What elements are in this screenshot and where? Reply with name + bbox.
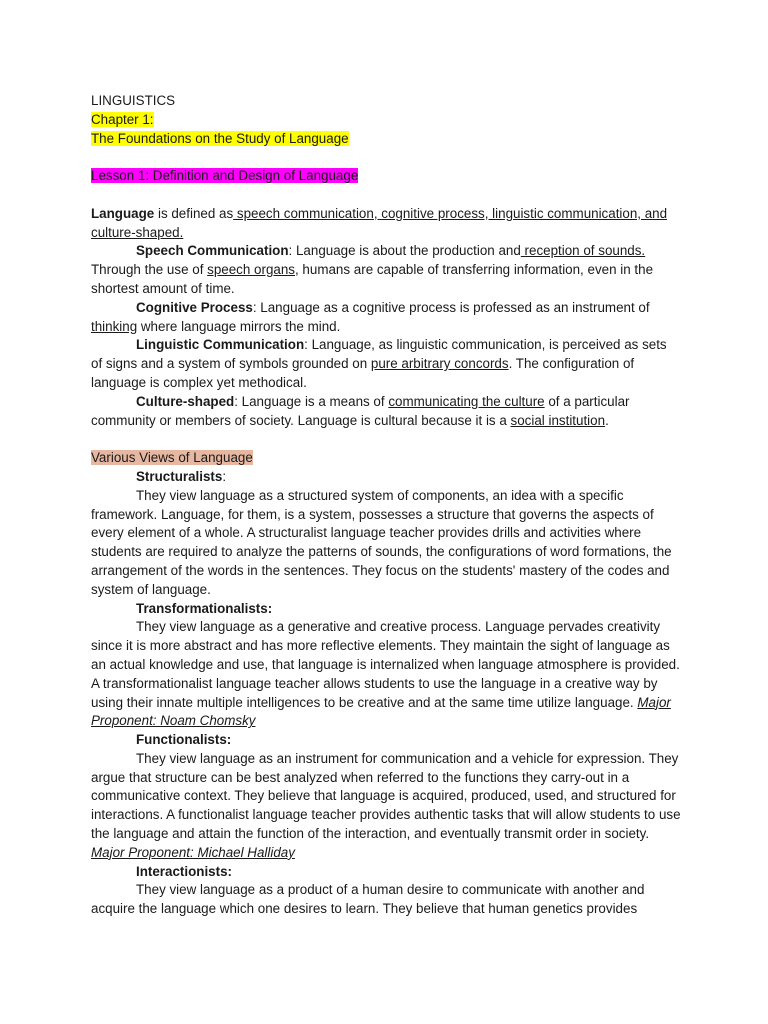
aspect-linguistic-communication: Linguistic Communication: Language, as linguistic communication, is perceived as sets of signs and a system of symbols grounded on pure arbitrary concords. The configuration of language is complex yet methodical. [91, 337, 667, 390]
lesson-title: Lesson 1: Definition and Design of Language [91, 168, 359, 184]
subject-heading: LINGUISTICS [91, 93, 176, 108]
view-structuralists-text: They view language as a structured system of components, an idea with a specific framework. Language, for them, is a system, possesses a structure that governs the aspects of every element of a whole. A structuralist language teacher provides drills and activities where students are required to analyze the patterns of sounds, the configurations of word formations, the arrangement of the words in the sentences. They focus on the students' mastery of the codes and system of language. [91, 487, 672, 597]
aspect-cognitive-process: Cognitive Process: Language as a cognitive process is professed as an instrument of thinking where language mirrors the mind. [91, 299, 650, 334]
chapter-title: The Foundations on the Study of Language [91, 130, 349, 146]
view-functionalists-text: They view language as an instrument for communication and a vehicle for expression. They argue that structure can be best analyzed when referred to the functions they carry-out in a communicative context. They believe that language is acquired, produced, used, and structured for interactions. A functionalist language teacher provides authentic tasks that will allow students to use the language and attain the function of the interaction, and eventually transmit order in society. Major Proponent: Michael Halliday [91, 750, 681, 860]
aspect-speech-communication: Speech Communication: Language is about the production and reception of sounds. Through the use of speech organs, humans are capable of transferring information, even in the shortest amount of time. [91, 243, 654, 296]
document-body [91, 92, 681, 919]
view-transformationalists-heading: Transformationalists: [136, 600, 273, 616]
definition-paragraph: Language is defined as speech communication, cognitive process, linguistic communication, and culture-shaped. [91, 205, 668, 240]
chapter-label: Chapter 1: [91, 111, 154, 127]
view-interactionists-text: They view language as a product of a human desire to communicate with another and acquire the language which one desires to learn. They believe that human genetics provides [91, 882, 645, 917]
view-interactionists-heading: Interactionists: [136, 863, 232, 879]
proponent-chomsky: Major Proponent: Noam Chomsky [91, 694, 671, 729]
aspect-culture-shaped: Culture-shaped: Language is a means of communicating the culture of a particular community or members of society. Language is cultural because it is a social institution. [91, 393, 630, 428]
proponent-halliday: Major Proponent: Michael Halliday [91, 844, 295, 860]
view-structuralists-heading: Structuralists: [136, 468, 227, 484]
view-functionalists-heading: Functionalists: [136, 732, 232, 748]
view-transformationalists-text: They view language as a generative and creative process. Language pervades creativity since it is more abstract and has more reflective elements. They maintain the sight of language as an actual knowledge and use, that language is internalized when language atmosphere is provided. A transformationalist language teacher allows students to use the language in a creative way by using their innate multiple intelligences to be creative and at the same time utilize language. Major Proponent: Noam Chomsky [91, 619, 680, 729]
views-heading: Various Views of Language [91, 450, 253, 466]
